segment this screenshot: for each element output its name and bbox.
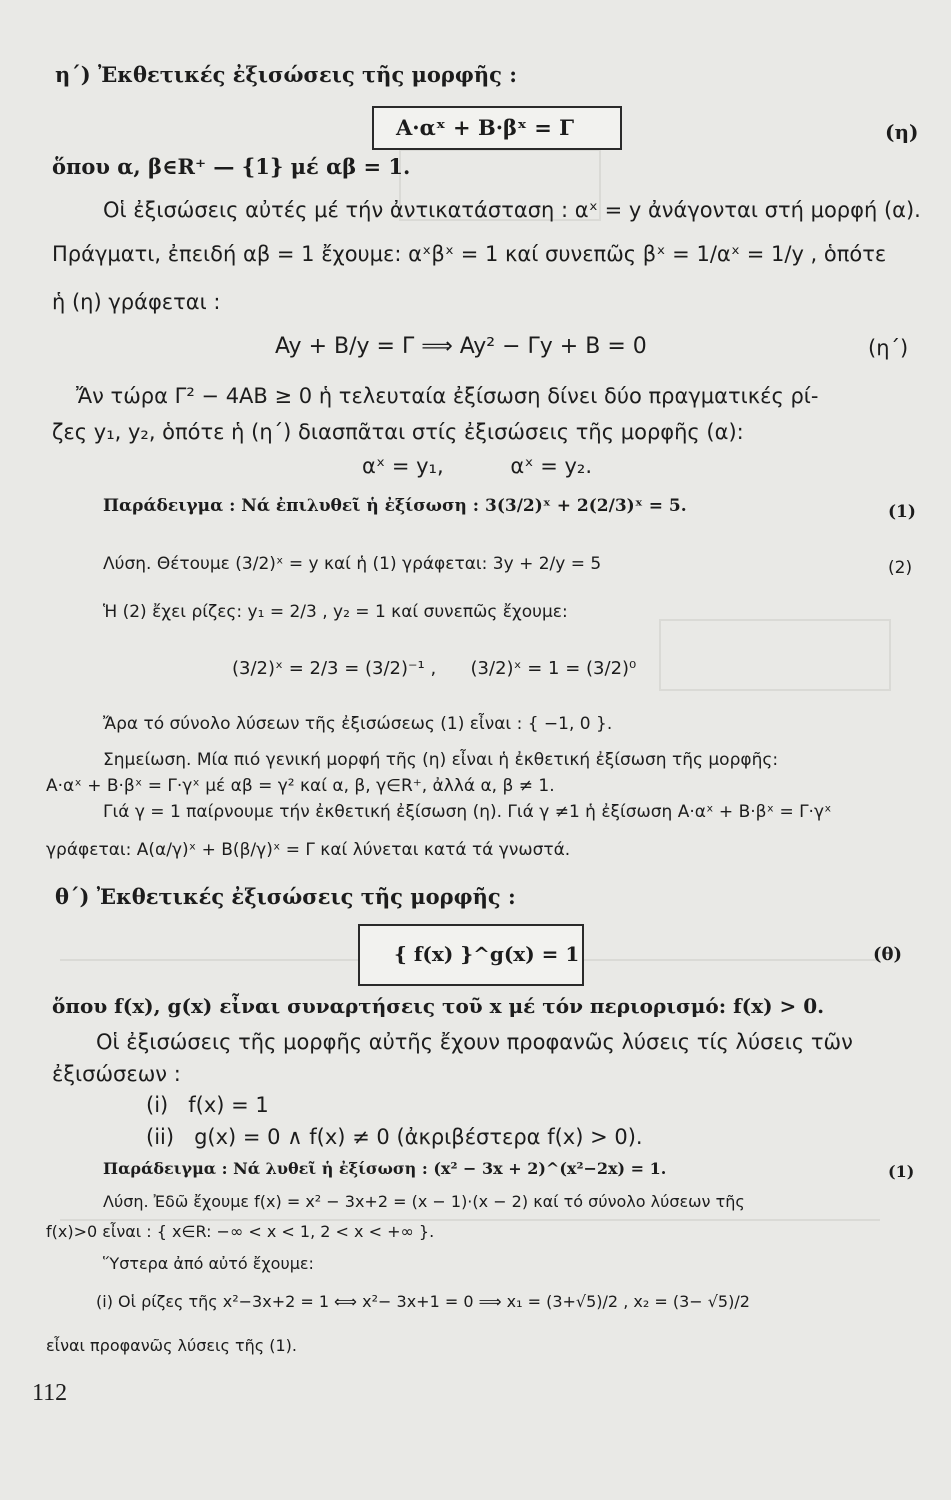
paragraph-line: ἐξισώσεων :	[52, 1062, 181, 1086]
formula-eta: A·αˣ + B·βˣ = Γ	[396, 115, 575, 140]
paragraph-line: ἡ (η) γράφεται :	[52, 290, 221, 314]
formula-box-eta	[372, 106, 622, 150]
example-statement	[103, 1159, 666, 1178]
section-theta-heading: θ΄) Ἐκθετικές ἐξισώσεις τῆς μορφῆς :	[55, 884, 516, 909]
example-statement-text: Παράδειγμα : Νά λυθεῖ ἡ ἐξίσωση : (x² − 3x + 2)^(x²−2x) = 1.	[103, 1159, 667, 1178]
condition-item-i: (i) f(x) = 1	[146, 1093, 269, 1117]
condition-text: ὅπου α, β∈R⁺ — {1} μέ αβ = 1.	[52, 154, 411, 179]
roots-line: (i) Οἱ ρίζες τῆς x²−3x+2 = 1 ⟺ x²− 3x+1 = 0 ⟹ x₁ = (3+√5)/2 , x₂ = (3− √5)/2	[96, 1292, 750, 1311]
equation-label-eta-prime: (η΄)	[868, 336, 909, 360]
paragraph-line: Πράγματι, ἐπειδή αβ = 1 ἔχουμε: αˣβˣ = 1 καί συνεπῶς βˣ = 1/αˣ = 1/y , ὁπότε	[52, 242, 887, 266]
solution-line: f(x)>0 εἶναι : { x∈R: −∞ < x < 1, 2 < x < +∞ }.	[46, 1222, 435, 1241]
note-line: Γιά γ = 1 παίρνουμε τήν ἐκθετική ἐξίσωση (η). Γιά γ ≠1 ἡ ἐξίσωση A·αˣ + B·βˣ = Γ·γˣ	[103, 802, 832, 822]
split-equations: αˣ = y₁, αˣ = y₂.	[362, 454, 593, 478]
equation-label-theta: (θ)	[873, 944, 903, 965]
solution-line: εἶναι προφανῶς λύσεις τῆς (1).	[46, 1336, 297, 1355]
paragraph-line: ζες y₁, y₂, ὁπότε ἡ (η΄) διασπᾶται στίς ἐξισώσεις τῆς μορφῆς (α):	[52, 420, 744, 444]
formula-theta: { f(x) }^g(x) = 1	[394, 942, 580, 966]
paragraph-line: Ἄν τώρα Γ² − 4AB ≥ 0 ἡ τελευταία ἐξίσωση δίνει δύο πραγματικές ρί-	[76, 384, 819, 408]
equation-label-1: (1)	[888, 1162, 915, 1181]
example-statement	[103, 496, 687, 516]
note-line: Σημείωση. Μία πιό γενική μορφή τῆς (η) εἶναι ἡ ἐκθετική ἐξίσωση τῆς μορφῆς:	[103, 750, 779, 770]
example-statement-text: Παράδειγμα : Νά ἐπιλυθεῖ ἡ ἐξίσωση : 3(3/2)ˣ + 2(2/3)ˣ = 5.	[103, 496, 687, 516]
equation-label-2: (2)	[888, 558, 913, 578]
section-eta-heading: η΄) Ἐκθετικές ἐξισώσεις τῆς μορφῆς :	[55, 62, 517, 87]
formula-box-theta	[358, 924, 584, 986]
solution-line: Ὕστερα ἀπό αὐτό ἔχουμε:	[103, 1254, 314, 1273]
equation-label-1: (1)	[888, 502, 916, 522]
equation-label-eta: (η)	[885, 120, 919, 144]
page-number: 112	[32, 1380, 68, 1406]
result-equations: (3/2)ˣ = 2/3 = (3/2)⁻¹ , (3/2)ˣ = 1 = (3/2)⁰	[232, 658, 637, 679]
paragraph-line: Οἱ ἐξισώσεις αὐτές μέ τήν ἀντικατάσταση : αˣ = y ἀνάγονται στή μορφή (α).	[103, 198, 921, 222]
paragraph-line: Οἱ ἐξισώσεις τῆς μορφῆς αὐτῆς ἔχουν προφανῶς λύσεις τίς λύσεις τῶν	[96, 1030, 853, 1054]
solution-line: Λύση. Θέτουμε (3/2)ˣ = y καί ἡ (1) γράφεται: 3y + 2/y = 5	[103, 554, 602, 574]
roots-line: Ἡ (2) ἔχει ρίζες: y₁ = 2/3 , y₂ = 1 καί συνεπῶς ἔχουμε:	[103, 602, 568, 622]
solution-line: Λύση. Ἐδῶ ἔχουμε f(x) = x² − 3x+2 = (x − 1)·(x − 2) καί τό σύνολο λύσεων τῆς	[103, 1192, 745, 1211]
solution-set: Ἄρα τό σύνολο λύσεων τῆς ἐξισώσεως (1) εἶναι : { −1, 0 }.	[103, 714, 613, 734]
condition-text: ὅπου f(x), g(x) εἶναι συναρτήσεις τοῦ x μέ τόν περιορισμό: f(x) > 0.	[52, 994, 825, 1018]
condition-item-ii: (ii) g(x) = 0 ∧ f(x) ≠ 0 (ἀκριβέστερα f(x) > 0).	[146, 1125, 643, 1149]
note-line: γράφεται: A(α/γ)ˣ + B(β/γ)ˣ = Γ καί λύνεται κατά τά γνωστά.	[46, 840, 571, 860]
note-line: A·αˣ + B·βˣ = Γ·γˣ μέ αβ = γ² καί α, β, γ∈R⁺, ἀλλά α, β ≠ 1.	[46, 776, 555, 796]
equation-eta-prime: Ay + B/y = Γ ⟹ Ay² − Γy + B = 0	[275, 334, 647, 359]
